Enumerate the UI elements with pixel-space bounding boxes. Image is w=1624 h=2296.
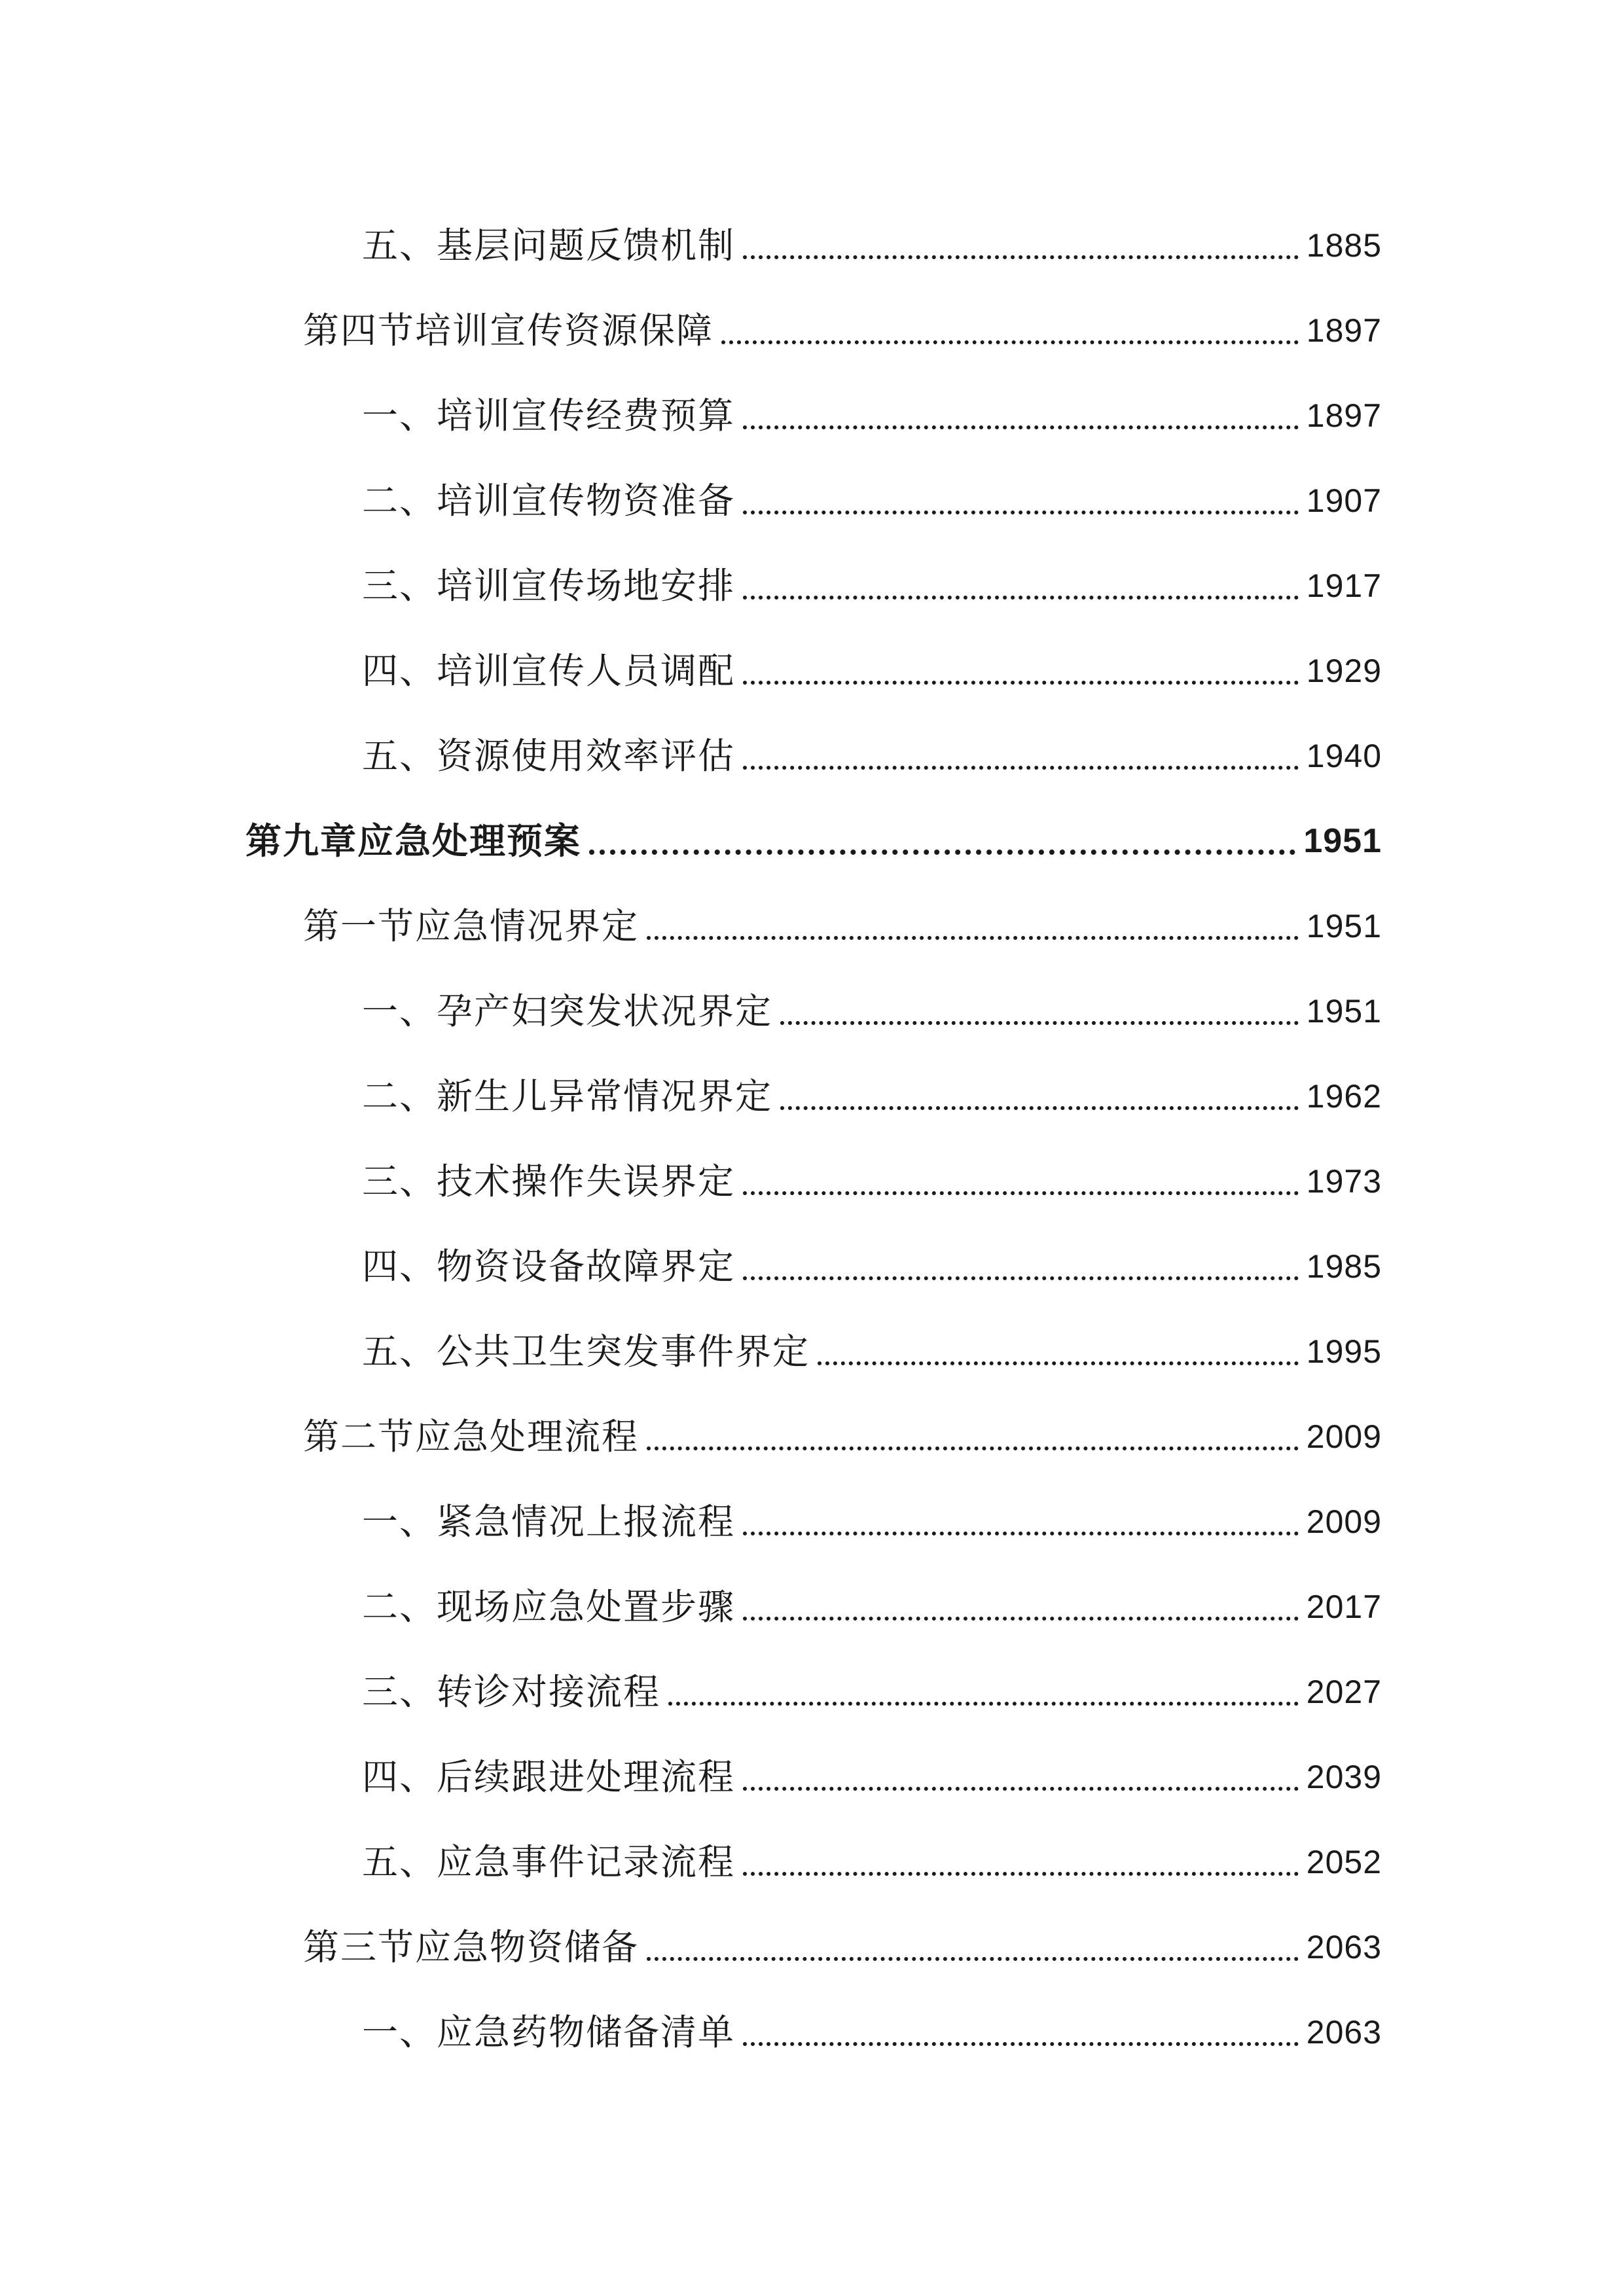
toc-entry[interactable] [362, 1060, 1382, 1119]
toc-entry-title: 第三节应急物资储备 [303, 1926, 640, 1968]
toc-entry[interactable] [362, 380, 1382, 439]
toc-entry-page: 2039 [1306, 1759, 1382, 1795]
toc-entry-page: 1907 [1306, 482, 1382, 519]
toc-entry[interactable] [362, 1571, 1382, 1630]
toc-dot-leader [721, 340, 1299, 344]
toc-entry[interactable] [362, 1145, 1382, 1204]
toc-dot-leader [743, 1276, 1299, 1280]
toc-entry[interactable] [303, 890, 1382, 949]
toc-entry[interactable] [362, 550, 1382, 609]
toc-entry[interactable] [303, 1911, 1382, 1970]
toc-entry-page: 2052 [1306, 1844, 1382, 1880]
toc-entry-title: 一、应急药物储备清单 [362, 2011, 736, 2053]
toc-dot-leader [743, 511, 1299, 514]
toc-entry[interactable] [362, 465, 1382, 524]
toc-dot-leader [743, 1191, 1299, 1195]
toc-entry[interactable] [362, 975, 1382, 1034]
toc-entry[interactable] [303, 295, 1382, 353]
toc-entry[interactable] [362, 1996, 1382, 2055]
toc-entry-page: 1995 [1306, 1333, 1382, 1370]
toc-dot-leader [780, 1021, 1299, 1025]
toc-entry-page: 1897 [1306, 312, 1382, 349]
toc-entry-title: 一、培训宣传经费预算 [362, 395, 736, 437]
toc-chapter-entry[interactable] [245, 805, 1382, 864]
toc-dot-leader [743, 1787, 1299, 1791]
toc-entry[interactable] [362, 209, 1382, 268]
toc-entry-page: 1973 [1306, 1163, 1382, 1200]
toc-dot-leader [780, 1106, 1299, 1110]
toc-entry[interactable] [362, 1826, 1382, 1885]
toc-entry-page: 2009 [1306, 1503, 1382, 1540]
toc-dot-leader [743, 1532, 1299, 1535]
toc-dot-leader [647, 1446, 1299, 1450]
toc-entry-title: 三、转诊对接流程 [362, 1671, 661, 1713]
toc-entry-page: 1929 [1306, 653, 1382, 689]
toc-dot-leader [743, 2042, 1299, 2046]
toc-entry-title: 四、培训宣传人员调配 [362, 650, 736, 692]
toc-entry-title: 第二节应急处理流程 [303, 1416, 640, 1458]
toc-entry-title: 二、新生儿异常情况界定 [362, 1075, 773, 1117]
toc-entry-title: 三、培训宣传场地安排 [362, 565, 736, 607]
toc-entry[interactable] [362, 1230, 1382, 1289]
toc-entry-title: 第一节应急情况界定 [303, 905, 640, 947]
toc-entry[interactable] [362, 1486, 1382, 1545]
toc-entry-title: 四、物资设备故障界定 [362, 1246, 736, 1287]
toc-dot-leader [743, 255, 1299, 259]
toc-entry-page: 1951 [1303, 822, 1382, 860]
toc-entry-title: 一、紧急情况上报流程 [362, 1501, 736, 1543]
toc-entry[interactable] [362, 1656, 1382, 1715]
toc-entry-title: 一、孕产妇突发状况界定 [362, 990, 773, 1032]
toc-entry[interactable] [362, 1741, 1382, 1800]
toc-entry-page: 1985 [1306, 1248, 1382, 1285]
toc-entry-page: 2009 [1306, 1418, 1382, 1455]
toc-entry[interactable] [362, 1316, 1382, 1374]
toc-dot-leader [743, 425, 1299, 429]
toc-dot-leader [668, 1702, 1299, 1706]
toc-dot-leader [647, 1957, 1299, 1961]
toc-entry[interactable] [303, 1401, 1382, 1460]
toc-entry-page: 1917 [1306, 567, 1382, 604]
toc-entry-page: 2063 [1306, 2014, 1382, 2051]
toc-entry-title: 三、技术操作失误界定 [362, 1160, 736, 1202]
toc-entry-title: 二、现场应急处置步骤 [362, 1586, 736, 1628]
toc-dot-leader [743, 681, 1299, 685]
toc-dot-leader [743, 596, 1299, 600]
toc-entry-title: 二、培训宣传物资准备 [362, 480, 736, 522]
toc-entry[interactable] [362, 720, 1382, 779]
toc-dot-leader [743, 766, 1299, 770]
toc-entry-title: 第九章应急处理预案 [245, 820, 582, 862]
toc-entry-page: 2017 [1306, 1588, 1382, 1625]
toc-dot-leader [589, 850, 1295, 855]
toc-entry-page: 1962 [1306, 1078, 1382, 1115]
toc-entry-title: 五、应急事件记录流程 [362, 1841, 736, 1883]
toc-entry-page: 1885 [1306, 227, 1382, 264]
toc-dot-leader [743, 1617, 1299, 1621]
toc-entry-page: 1951 [1306, 908, 1382, 944]
toc-entry-page: 1951 [1306, 993, 1382, 1030]
toc-entry-title: 五、资源使用效率评估 [362, 735, 736, 777]
toc-entry-page: 2027 [1306, 1674, 1382, 1710]
toc-dot-leader [647, 936, 1299, 940]
toc-entry-title: 四、后续跟进处理流程 [362, 1756, 736, 1798]
toc-entry[interactable] [362, 635, 1382, 694]
toc-entry-page: 1897 [1306, 397, 1382, 434]
toc-entry-title: 五、公共卫生突发事件界定 [362, 1331, 810, 1372]
toc-entry-title: 五、基层问题反馈机制 [362, 224, 736, 266]
toc-entry-page: 2063 [1306, 1929, 1382, 1965]
toc-dot-leader [818, 1361, 1299, 1365]
toc-entry-title: 第四节培训宣传资源保障 [303, 310, 714, 351]
toc-entry-page: 1940 [1306, 738, 1382, 774]
toc-dot-leader [743, 1872, 1299, 1876]
